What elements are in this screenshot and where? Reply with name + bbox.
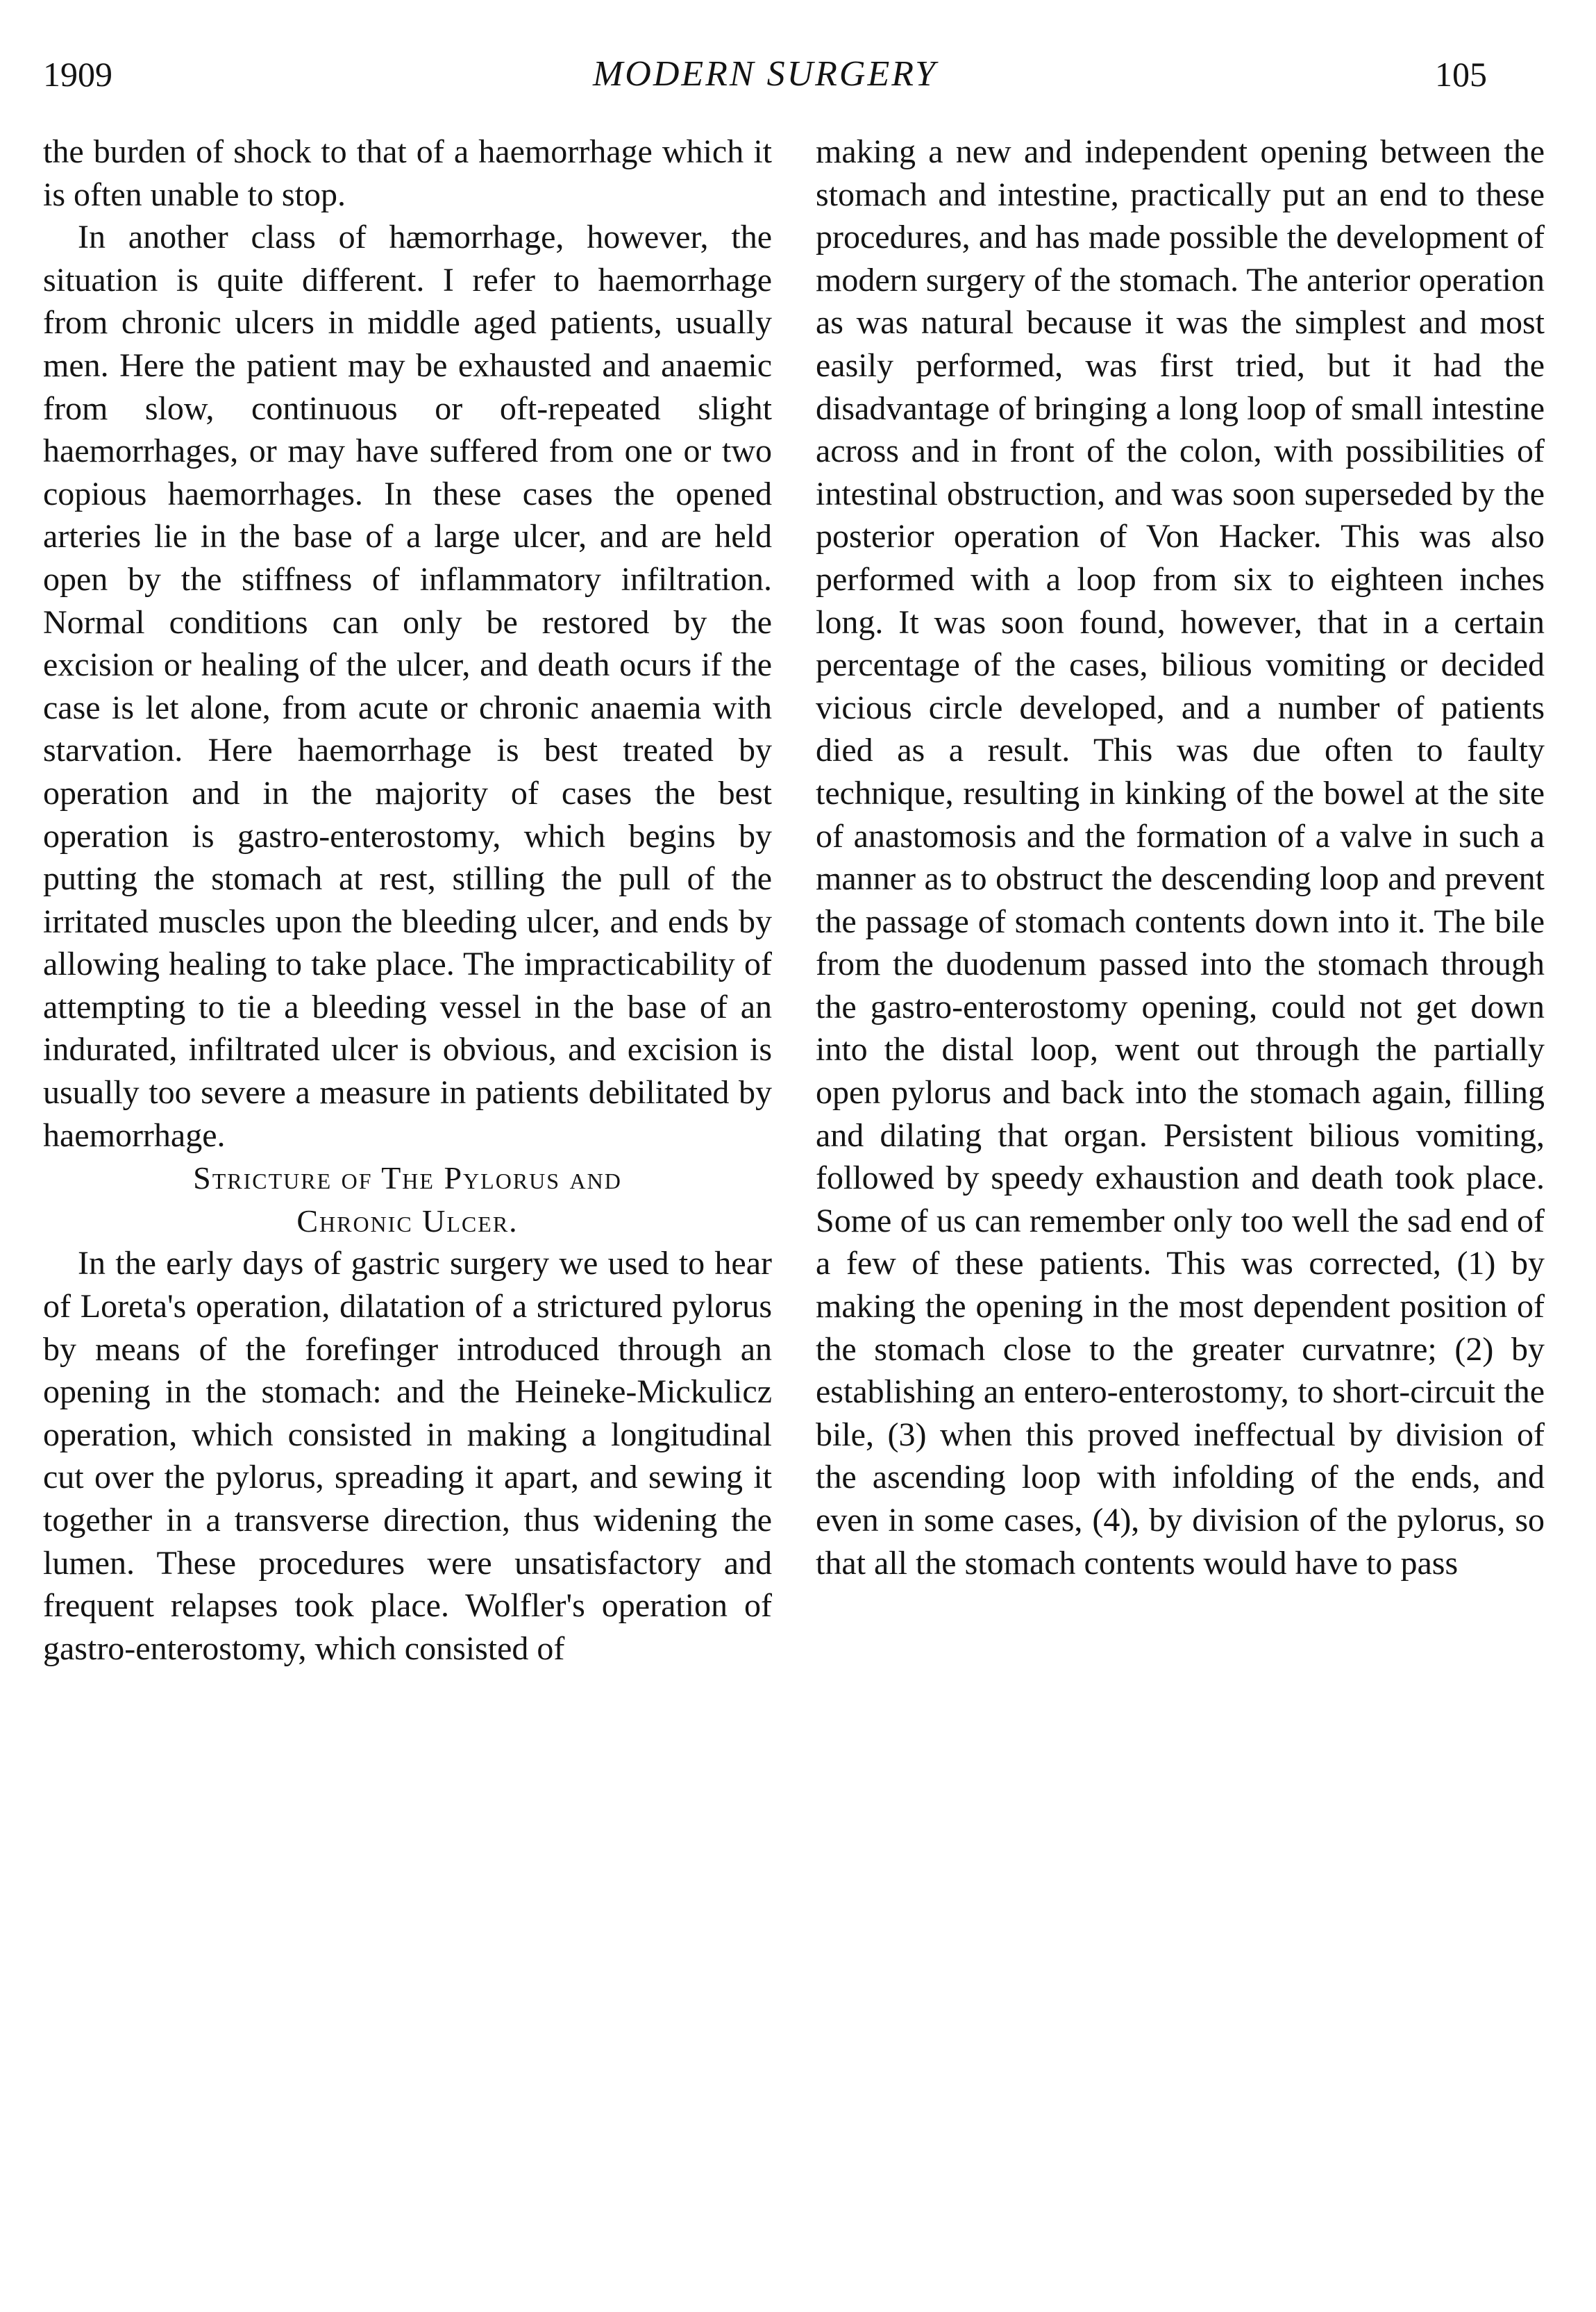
- running-title: MODERN SURGERY: [592, 54, 937, 94]
- page-number: 105: [1435, 55, 1487, 94]
- left-paragraph-3: In the early days of gastric surgery we used to hear of Loreta's operation, dilatation of a strictured pylorus by means of the forefinger introduced through an opening in the stomach: and the Heineke-Mickulicz operation, which consisted in making a longitudinal cut over the pylorus, spreading it apart, and sewing it together in a transverse direction, thus widening the lumen. These procedures were unsatisfactory and frequent relapses took place. Wolfler's operation of gastro-enterostomy, which consisted of: [43, 1245, 772, 1667]
- section-heading-line-1: Stricture of The Pylorus and: [193, 1160, 622, 1196]
- right-column: [816, 131, 1545, 1584]
- section-heading: [43, 1157, 772, 1242]
- header-year: 1909: [43, 55, 112, 94]
- left-paragraph-2: In another class of hæmorrhage, however, the situation is quite different. I refer to haemorrhage from chronic ulcers in middle aged patients, usually men. Here the patient may be exhausted and anaemic from slow, continuous or oft-repeated slight haemorrhages, or may have suffered from one or two copious haemorrhages. In these cases the opened arteries lie in the base of a large ulcer, and are held open by the stiffness of inflammatory infiltration. Normal conditions can only be restored by the excision or healing of the ulcer, and death ocurs if the case is let alone, from acute or chronic anaemia with starvation. Here haemorrhage is best treated by operation and in the majority of cases the best operation is gastro-enterostomy, which begins by putting the stomach at rest, stilling the pull of the irritated muscles upon the bleeding ulcer, and ends by allowing healing to take place. The impracticability of attempting to tie a bleeding vessel in the base of an indurated, infiltrated ulcer is obvious, and excision is usually too severe a measure in patients debilitated by haemorrhage.: [43, 219, 772, 1154]
- left-column: [43, 131, 772, 1670]
- left-paragraph-1: the burden of shock to that of a haemorrhage which it is often unable to stop.: [43, 133, 772, 213]
- section-heading-line-2: Chronic Ulcer.: [296, 1203, 519, 1239]
- right-paragraph-1: making a new and independent opening between the stomach and intestine, practically put an end to these procedures, and has made possible the development of modern surgery of the stomach. The anterior operation as was natural because it was the simplest and most easily performed, was first tried, but it had the disadvantage of bringing a long loop of small intestine across and in front of the colon, with possibilities of intestinal obstruction, and was soon superseded by the posterior operation of Von Hacker. This was also performed with a loop from six to eighteen inches long. It was soon found, however, that in a certain percentage of the cases, bilious vomiting or decided vicious circle developed, and a number of patients died as a result. This was due often to faulty technique, resulting in kinking of the bowel at the site of anastomosis and the formation of a valve in such a manner as to obstruct the descending loop and prevent the passage of stomach contents down into it. The bile from the duodenum passed into the stomach through the gastro-enterostomy opening, could not get down into the distal loop, went out through the partially open pylorus and back into the stomach again, filling and dilating that organ. Persistent bilious vomiting, followed by speedy exhaustion and death took place. Some of us can remember only too well the sad end of a few of these patients. This was corrected, (1) by making the opening in the most dependent position of the stomach close to the greater curvatnre; (2) by establishing an entero-enterostomy, to short-circuit the bile, (3) when this proved ineffectual by division of the ascending loop with infolding of the ends, and even in some cases, (4), by division of the pylorus, so that all the stomach contents would have to pass: [816, 133, 1545, 1582]
- running-header: [43, 43, 1487, 106]
